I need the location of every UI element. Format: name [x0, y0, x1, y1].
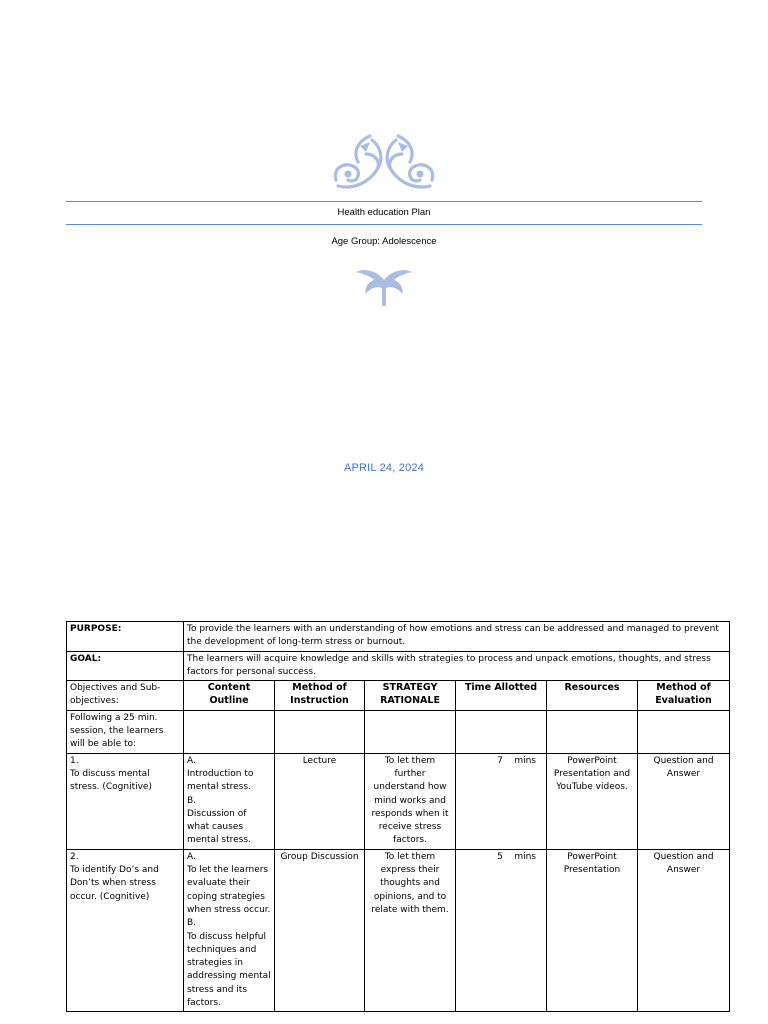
- objective-number: 1.: [70, 755, 79, 766]
- objective-number: 2.: [70, 851, 79, 862]
- evaluation-cell: Question and Answer: [638, 849, 730, 1012]
- goal-label: GOAL:: [67, 651, 184, 681]
- intro-row: [67, 710, 730, 753]
- content-line: B.: [187, 918, 197, 929]
- table-row: [67, 753, 730, 849]
- header-method-of-instruction: Method of Instruction: [275, 681, 365, 711]
- strategy-cell: To let them express their thoughts and opinions, and to relate with them.: [365, 849, 456, 1012]
- goal-text: The learners will acquire knowledge and skills with strategies to process and unpack emotions, thoughts, and stress factors for personal success.: [184, 651, 730, 681]
- intro-text: Following a 25 min. session, the learners will be able to:: [67, 710, 184, 753]
- content-line: Discussion of what causes mental stress.: [187, 808, 251, 846]
- content-line: To discuss helpful techniques and strategies in addressing mental stress and its factors.: [187, 931, 271, 1009]
- content-cell: [184, 753, 275, 849]
- document-date: APRIL 24, 2024: [343, 462, 425, 474]
- content-line: Introduction to mental stress.: [187, 768, 254, 793]
- header-resources: Resources: [547, 681, 638, 711]
- time-cell: 5 mins: [456, 849, 547, 1012]
- content-line: A.: [187, 851, 196, 862]
- fleuron-icon: [354, 266, 414, 308]
- objective-text: To identify Do’s and Don’ts when stress occur. (Cognitive): [70, 865, 159, 902]
- goal-row: [67, 651, 730, 681]
- header-objectives: Objectives and Sub-objectives:: [67, 681, 184, 711]
- objective-cell: [67, 753, 184, 849]
- method-cell: Group Discussion: [275, 849, 365, 1012]
- title-divider: [66, 224, 702, 225]
- document-title: Health education Plan: [337, 207, 431, 218]
- resources-cell: PowerPoint Presentation: [547, 849, 638, 1012]
- method-cell: Lecture: [275, 753, 365, 849]
- header-time-allotted: Time Allotted: [456, 681, 547, 711]
- header-method-of-evaluation: Method of Evaluation: [638, 681, 730, 711]
- top-divider: [66, 201, 702, 202]
- purpose-text: To provide the learners with an understanding of how emotions and stress can be addressed and managed to prevent the development of long-term stress or burnout.: [184, 622, 730, 652]
- header-strategy-rationale: STRATEGY RATIONALE: [365, 681, 456, 711]
- resources-cell: PowerPoint Presentation and YouTube videos.: [547, 753, 638, 849]
- strategy-cell: To let them further understand how mind works and responds when it receive stress factors.: [365, 753, 456, 849]
- header-row: [67, 681, 730, 711]
- content-line: A.: [187, 755, 196, 766]
- health-education-plan-table: [66, 621, 730, 1012]
- objective-text: To discuss mental stress. (Cognitive): [70, 768, 152, 793]
- content-line: To let the learners evaluate their coping strategies when stress occur.: [187, 865, 271, 915]
- purpose-row: [67, 622, 730, 652]
- time-cell: 7 mins: [456, 753, 547, 849]
- content-cell: [184, 849, 275, 1012]
- floral-ornament-icon: [330, 132, 438, 192]
- document-subtitle: Age Group: Adolescence: [331, 236, 437, 247]
- table-row: [67, 849, 730, 1012]
- objective-cell: [67, 849, 184, 1012]
- evaluation-cell: Question and Answer: [638, 753, 730, 849]
- purpose-label: PURPOSE:: [67, 622, 184, 652]
- content-line: B.: [187, 795, 197, 806]
- header-content-outline: Content Outline: [184, 681, 275, 711]
